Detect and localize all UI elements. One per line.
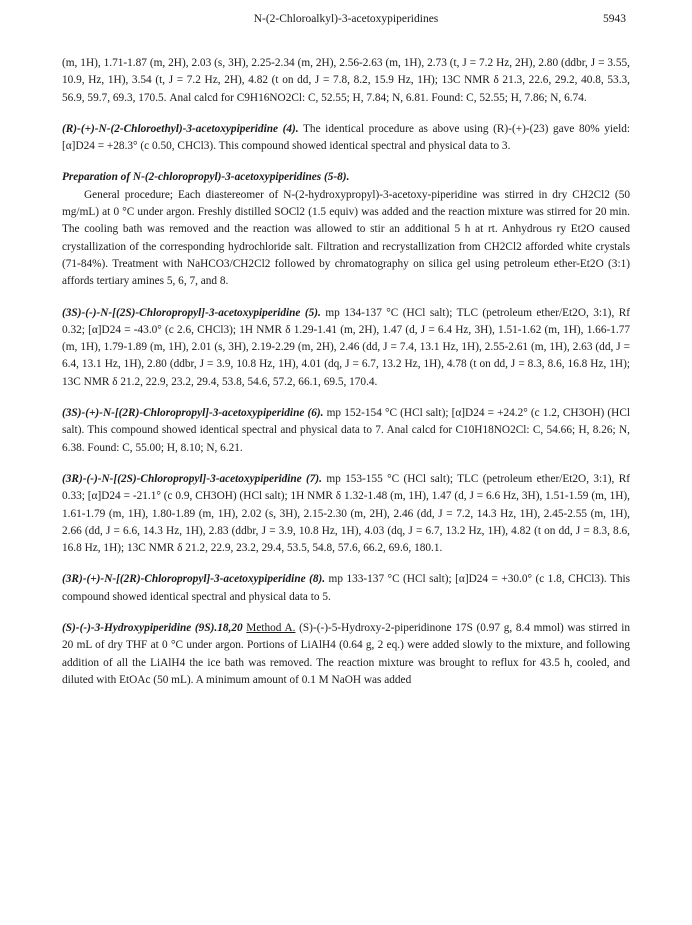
compound-8-heading: (3R)-(+)-N-[(2R)-Chloropropyl]-3-acetoxypiperidine (8). [62, 573, 326, 586]
paragraph-compound-4 [62, 121, 630, 156]
compound-7-body: mp 153-155 °C (HCl salt); TLC (petroleum ether/Et2O, 3:1), Rf 0.33; [α]D24 = -21.1° (c 0.9, CH3OH) (HCl salt); 1H NMR δ 1.32-1.48 (m, 1H), 1.47 (d, J = 6.6 Hz, 3H), 1.51-1.59 (m, 1H), 1.61-1.79 (m, 1H), 1.80-1.89 (m, 1H), 2.02 (s, 3H), 2.15-2.30 (m, 2H), 2.46 (dd, J = 7.2, 14.3 Hz, 1H), 2.45-2.55 (m, 1H), 2.66 (dd, J = 6.6, 14.3 Hz, 1H), 2.83 (ddbr, J = 3.9, 10.8 Hz, 1H), 4.03 (dq, J = 6.7, 13.2 Hz, 1H), 4.82 (t on dd, J = 8.3, 8.6, 16.8 Hz, 1H); 13C NMR δ 21.2, 22.9, 23.2, 29.4, 53.5, 54.8, 57.6, 66.2, 69.6, 180.1. [62, 472, 630, 555]
compound-9s-body: (S)-(-)-5-Hydroxy-2-piperidinone 17S (0.97 g, 8.4 mmol) was stirred in 20 mL of dry THF at 0 °C under argon. Portions of LiAlH4 (0.64 g, 2 eq.) were added slowly to the mixture, and following addition of all the LiAlH4 the ice bath was removed. The reaction mixture was brought to reflux for 43.5 h, cooled, and diluted with EtOAc (50 mL). A minimum amount of 0.1 M NaOH was added [62, 622, 630, 686]
compound-6-heading: (3S)-(+)-N-[(2R)-Chloropropyl]-3-acetoxypiperidine (6). [62, 407, 324, 420]
paragraph-compound-6 [62, 405, 630, 457]
paragraph-compound-3-data: (m, 1H), 1.71-1.87 (m, 2H), 2.03 (s, 3H), 2.25-2.34 (m, 2H), 2.56-2.63 (m, 1H), 2.73 (t, J = 7.2 Hz, 2H), 2.80 (ddbr, J = 3.55, 10.9, Hz, 1H), 3.54 (t, J = 7.2 Hz, 2H), 4.82 (t on dd, J = 7.8, 8.2, 15.9 Hz, 1H); 13C NMR δ 21.3, 22.6, 29.2, 40.8, 53.3, 56.9, 59.7, 69.3, 170.5. Anal calcd for C9H16NO2Cl: C, 52.55; H, 7.84; N, 6.81. Found: C, 52.55; H, 7.86; N, 6.74. [62, 57, 630, 104]
paragraph-compound-9s [62, 620, 630, 689]
compound-5-body: mp 134-137 °C (HCl salt); TLC (petroleum ether/Et2O, 3:1), Rf 0.32; [α]D24 = -43.0° (c 2.6, CHCl3); 1H NMR δ 1.29-1.41 (m, 2H), 1.47 (d, J = 6.4 Hz, 3H), 1.51-1.62 (m, 1H), 1.66-1.77 (m, 1H), 1.79-1.89 (m, 1H), 2.01 (s, 3H), 2.19-2.29 (m, 2H), 2.46 (dd, J = 7.4, 13.1 Hz, 1H), 2.55-2.61 (m, 1H), 2.63 (dd, J = 6.4, 13.1 Hz, 1H), 2.80 (ddbr, J = 3.9, 10.8 Hz, 1H), 4.01 (dq, J = 6.7, 13.2 Hz, 1H), 4.78 (t on dd, J = 8.3, 8.6, 16.8 Hz, 1H); 13C NMR δ 21.2, 22.9, 23.2, 29.4, 53.8, 54.6, 57.2, 66.1, 69.5, 170.4. [62, 306, 631, 388]
compound-9s-heading: (S)-(-)-3-Hydroxypiperidine (9S).18,20 [62, 622, 243, 635]
paragraph-compound-5 [62, 305, 630, 391]
method-a-label: Method A. [246, 622, 296, 635]
page-number: 5943 [603, 13, 626, 25]
compound-4-body: The identical procedure as above using (R)-(+)-(23) gave 80% yield: [α]D24 = +28.3° (c 0.50, CHCl3). This compound showed identical spectral and physical data to 3. [62, 122, 630, 153]
section-heading-preparation: Preparation of N-(2-chloropropyl)-3-acetoxypiperidines (5-8). [62, 171, 350, 184]
compound-7-heading: (3R)-(-)-N-[(2S)-Chloropropyl]-3-acetoxypiperidine (7). [62, 472, 323, 485]
compound-5-heading: (3S)-(-)-N-[(2S)-Chloropropyl]-3-acetoxypiperidine (5). [62, 306, 321, 319]
paragraph-compound-7 [62, 471, 630, 557]
compound-6-body: mp 152-154 °C (HCl salt); [α]D24 = +24.2° (c 1.2, CH3OH) (HCl salt). This compound showed identical spectral and physical data to 7. Anal calcd for C10H18NO2Cl: C, 54.66; H, 8.26; N, 6.38. Found: C, 55.00; H, 8.10; N, 6.21. [62, 407, 631, 454]
compound-8-body: mp 133-137 °C (HCl salt); [α]D24 = +30.0° (c 1.8, CHCl3). This compound showed identical spectral and physical data to 5. [62, 573, 631, 603]
paragraph-compound-8 [62, 571, 630, 606]
general-procedure: General procedure; Each diastereomer of N-(2-hydroxypropyl)-3-acetoxy-piperidine was stirred in dry CH2Cl2 (50 mg/mL) at 0 °C under argon. Freshly distilled SOCl2 (1.5 equiv) was added and the reaction mixture was stirred for 20 min. The cooling bath was removed and the reaction was allowed to stir an additional 5 h at rt. Anhydrous ry Et2O caused crystallization of the corresponding hydrochloride salt. Filtration and recrystallization from CH2Cl2 afforded white crystals (71-84%). Treatment with NaHCO3/CH2Cl2 followed by chromatography on silica gel using petroleum ether-Et2O (3:1) affords tertiary amines 5, 6, 7, and 8. [62, 188, 630, 288]
article-body [62, 55, 630, 689]
compound-4-heading: (R)-(+)-N-(2-Chloroethyl)-3-acetoxypiperidine (4). [62, 122, 299, 135]
running-header [62, 11, 630, 27]
running-title: N-(2-Chloroalkyl)-3-acetoxypiperidines [253, 13, 439, 25]
